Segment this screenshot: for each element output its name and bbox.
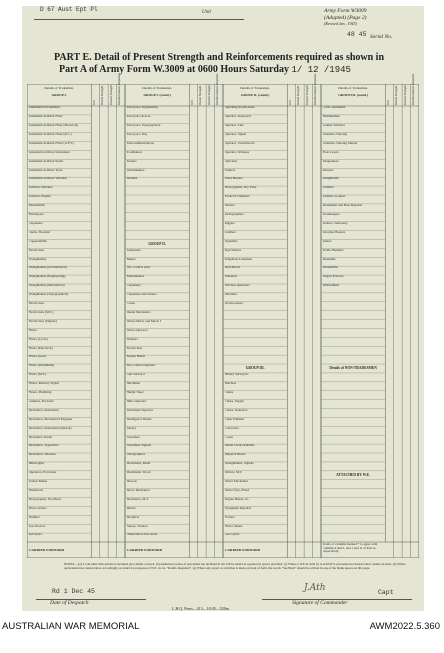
trade-row: Helio Operator: [126, 399, 147, 403]
header-reinforcements: Reinforcements Required.: [411, 73, 416, 105]
trade-row: Opticians: [224, 159, 238, 163]
trade-row: Driver Mechanics: [224, 480, 249, 483]
section-heading: GROUP II.: [148, 241, 166, 246]
trade-row: Butchers: [224, 382, 237, 386]
trade-row: Armament Artificer Wireless: [28, 177, 67, 181]
form-title: [54, 52, 384, 76]
trade-row: Rangetakers: [322, 159, 339, 163]
trade-row: Clerks, Technical: [224, 408, 248, 412]
trade-row: Driver-Operator: [126, 328, 148, 332]
trade-row: Wireless Operators: [224, 284, 250, 288]
form-line: Army Form W3009: [324, 8, 367, 14]
trade-row: Traffic Builders: [322, 248, 344, 252]
trade-row: Mechanics, Radio: [28, 435, 53, 439]
trade-row: Tailors: [322, 239, 332, 243]
trade-row: Fitters, Plumbing: [28, 391, 52, 395]
trade-row: Storekeepers: [322, 213, 340, 217]
trade-row: Operator, Keyboard: [224, 115, 251, 119]
trade-row: Radiographers: [224, 213, 244, 217]
trade-row: Draughtsmen (Topographical): [28, 293, 69, 297]
strength-table: [27, 73, 419, 558]
title-line-1: PART E. Detail of Present Strength and Reinforcements required as shown in: [54, 52, 385, 63]
carried-forward: CARRIED FORWARD: [225, 548, 261, 552]
trade-row: Dental Clerk Orderlies: [224, 444, 255, 448]
trade-row: Operator, Switchboard: [224, 141, 255, 145]
trade-row: Tinsmiths: [322, 257, 336, 261]
trade-row: Instrument Operator: [126, 408, 154, 412]
section-heading: GROUP III.: [245, 366, 265, 371]
trade-row: Moulders: [126, 515, 140, 519]
trade-row: Bricklayers: [28, 213, 44, 217]
table-cells: [27, 73, 419, 558]
trade-row: G.P.O. Assistants: [322, 106, 346, 110]
credit-right: AWM2022.5.360: [369, 621, 440, 632]
trade-row: Operator, Line: [224, 124, 244, 128]
trade-row: Wiremen: [224, 293, 237, 297]
trade-row: Electricians (Signals): [28, 319, 57, 323]
trade-row: Well Borers: [224, 266, 241, 270]
trade-row: Operator, Wireless: [224, 150, 250, 154]
trade-row: Mechanics, Typewriter: [28, 444, 59, 448]
trade-row: Pharmacist: [28, 488, 44, 492]
trade-row: Electricians: [28, 302, 45, 306]
unit-label: Unit: [202, 10, 211, 15]
trade-row: Equipment Repairer: [224, 506, 252, 510]
unit-value: D 67 Aust Ept Pl: [40, 6, 98, 13]
trade-row: Stretcher Bearers: [322, 230, 346, 234]
carried-forward: CARRIED FORWARD: [127, 548, 163, 552]
trade-row: Armament Artificer Instrument: [28, 150, 70, 154]
trade-row: Roughriders: [322, 177, 339, 181]
header-present: Present Strength.: [304, 84, 309, 105]
trade-row: Mechanics, Instrument: [28, 408, 59, 412]
trade-row: Clerks: [224, 391, 234, 395]
trade-row: Height Taker: [126, 391, 144, 395]
trade-row: Turners: [126, 159, 137, 163]
trade-row: Lithographers: [126, 453, 145, 457]
trade-row: Engine Hands: [126, 355, 146, 359]
header-details: Details of Tradesmen.: [44, 86, 75, 90]
trade-row: Armament Artificer Fitter (A.F.V.): [28, 141, 74, 145]
signature-scrawl: J.Ath: [304, 583, 326, 593]
trade-row: Hatchman: [126, 382, 141, 386]
trade-row: Plumber: [28, 515, 40, 519]
trade-row: Photo-etchers: [28, 506, 47, 510]
trade-row: Mechanics, Instrument (Optical): [28, 426, 72, 430]
group-header: [322, 86, 384, 105]
trade-row: Battery Surveyors: [224, 373, 249, 377]
trade-row: Driver Tyre, Fixed: [224, 488, 250, 492]
header-present: Present Strength.: [206, 84, 211, 105]
title-line-2: [54, 64, 384, 76]
trade-row: Panel Beaters: [224, 177, 243, 181]
trade-row: Nurses, Trained: [126, 524, 148, 528]
trade-row: Mechanics, Wireless: [28, 453, 56, 457]
trade-row: Operators, Excavator: [28, 471, 57, 475]
form-revision: (Revised Jan., 1943): [324, 21, 357, 26]
trade-row: Joinery: [126, 426, 137, 430]
date-fill: 1/ 12 /194: [291, 65, 346, 75]
trade-row: Fitters (M.T.): [28, 373, 47, 377]
trade-row: Stokers, Stationary: [322, 221, 348, 225]
trade-row: Photographer, Dry Plate: [224, 186, 257, 190]
trade-row: Bakers: [126, 257, 136, 261]
trade-row: Fitters (Gun): [28, 355, 46, 359]
header-posted: Posted Strength.: [198, 85, 203, 105]
trade-row: Saddlers workers: [322, 195, 346, 199]
trade-row: Machinists, Metal: [126, 462, 151, 466]
despatch-date: Rd 1 Dec 45: [52, 588, 95, 595]
trade-row: Telephone Linesmen: [224, 257, 253, 261]
trade-row: Telecommunications: [126, 141, 154, 145]
trade-row: Farriers: [224, 515, 235, 519]
trade-row: Operating Room Assts.: [224, 106, 256, 110]
trade-row: Armourers: [126, 248, 141, 252]
trade-row: Riggers: [224, 221, 235, 225]
trade-row: Driver-Mech. and Mech. I: [126, 319, 162, 323]
trade-row: Surveyors: [28, 533, 42, 537]
header-reinforcements: Reinforcements Required.: [313, 73, 318, 105]
trade-row: Surveyors, Trig: [126, 132, 148, 136]
header-we: W.E.: [287, 99, 292, 105]
signature-rank: Capt: [378, 589, 394, 596]
credit-left: AUSTRALIAN WAR MEMORIAL: [2, 621, 140, 632]
trade-row: Draughtsmen, Signals: [224, 462, 254, 466]
signature-label: Signature of Commander: [292, 600, 348, 606]
header-present: Present Strength.: [402, 84, 407, 105]
trade-row: Drivers, M.T.: [224, 471, 243, 475]
trade-row: Dental Mechanics: [126, 310, 151, 314]
trade-row: Millwrights: [28, 462, 45, 466]
trade-row: Sign Writers: [224, 248, 242, 252]
trade-row: Tubesmiths: [322, 266, 338, 270]
trade-row: Clerk Trimmer: [224, 417, 245, 421]
trade-row: Fitters (Instrument): [28, 364, 55, 368]
trade-row: Masons: [126, 480, 137, 483]
trade-row: Boilermakers: [126, 275, 145, 279]
trade-row: Wheelers: [224, 275, 237, 279]
trade-row: Gas Layers: [224, 533, 240, 537]
trade-row: Surveyors, Engineering: [126, 106, 158, 110]
trade-row: Fitters: [28, 328, 37, 332]
group-header: [224, 86, 286, 105]
header-we: W.E.: [91, 99, 96, 105]
trade-row: Shoemaker and Boot Repairer: [322, 204, 363, 208]
group-header: [126, 86, 188, 105]
trade-row: Draughtsmen (Architectural): [28, 266, 67, 270]
carried-forward: CARRIED FORWARD: [29, 548, 65, 552]
header-details: Details of Tradesmen.: [338, 86, 369, 90]
trade-row: Painters: [224, 168, 236, 172]
header-posted: Posted Strength.: [100, 85, 105, 105]
trade-row: Dispatch Riders: [224, 453, 246, 457]
trade-row: Fire Control Operator: [126, 364, 156, 368]
trade-row: Machinists, Wood: [126, 471, 151, 475]
trade-row: Artificer, Wireless: [28, 186, 53, 190]
trade-row: Draughtsmen (Mechanical): [28, 284, 65, 288]
trade-row: Mechanics, Mechanical Engineer: [28, 417, 73, 421]
form-number-block: [324, 8, 366, 28]
trade-row: Operator, Signal: [224, 132, 247, 136]
trade-row: Toolmakers: [126, 150, 143, 154]
trade-row: Cooks: [224, 435, 233, 439]
trade-row: Artificer, Engine: [28, 195, 51, 199]
trade-row: Carpenters and Joiners: [126, 293, 157, 297]
trade-row: Watchmakers: [126, 168, 145, 172]
header-reinforcements: Reinforcements Required.: [117, 73, 122, 105]
trade-row: Miners: [126, 506, 136, 510]
trade-row: Welders: [126, 177, 138, 181]
header-group-name: GROUP II. (contd.): [240, 93, 270, 97]
trade-row: Fitters, Railway Signal: [28, 382, 59, 386]
header-details: Details of Tradesmen.: [240, 86, 271, 90]
trade-row: Electricians: [126, 346, 143, 350]
header-details: Details of Tradesmen.: [142, 86, 173, 90]
trade-row: Riveters: [322, 168, 334, 172]
trade-row: Surveyors, R.A.A.: [126, 115, 151, 119]
trade-row: Fitters' Mates: [224, 524, 243, 528]
trade-row: Predictor Numbers: [224, 195, 250, 199]
trade-row: Gun Surveyor: [126, 373, 146, 377]
serial-stamp: 48 45: [347, 31, 367, 38]
trade-row: Concreters: [224, 426, 239, 430]
trade-row: Motor Mechanics: [126, 488, 150, 492]
trade-row: Armament Artificer Fitter (R.C.): [28, 132, 72, 136]
trade-row: Saddlers: [322, 186, 334, 190]
trade-row: Mechanics, M.T.: [126, 497, 149, 501]
trade-row: Drainers: [126, 337, 138, 341]
header-posted: Posted Strength.: [296, 85, 301, 105]
header-reinforcements: Reinforcements Required.: [215, 73, 220, 105]
title-line-2-text: Part A of Army Form W.3009 at 0600 Hours Saturday: [59, 64, 289, 75]
trade-row: Engine Hands, I.C.: [224, 497, 250, 501]
army-form-sheet: [22, 6, 424, 611]
notes: NOTES.—(a) T rain other than private is included give details on back. (b) Authorised scales of specialists not included in list will be added as required in spaces provided. (c) Where a W.E.O. held by A.A.M.W.S. personnel not desired show details on back. (d) Where replacement not desired show accordingly on return for purposes of W.E. in col. "Reinfs. Required". (e) Where any report or activities is made on back of form, the words "See Back" should be written in one of the blank spaces on this page.: [64, 562, 406, 570]
despatch-label: Date of Despatch: [50, 600, 89, 606]
group-header: [28, 86, 90, 105]
trade-row: Clerks, Supply: [224, 399, 245, 403]
trade-row: Whitesmiths: [322, 284, 340, 288]
form-line: (Adapted) (Page 2): [324, 14, 367, 21]
trade-row: Wagon Erectors: [322, 275, 344, 279]
trade-row: Fitters (Electrical): [28, 346, 53, 350]
trade-row: Saddlers: [224, 230, 236, 234]
serial-label: Serial No.: [370, 34, 393, 40]
trade-row: Intelligence Duties: [126, 417, 152, 421]
section-heading: ATTACHED BY W.E.: [336, 473, 371, 478]
trade-row: Coppersmiths: [28, 239, 47, 243]
trade-row: Ammunition Examiners: [28, 106, 61, 110]
trade-row: Fitters (Cycle): [28, 337, 48, 341]
trade-row: Armament Artificer Tyres: [28, 168, 63, 172]
trade-row: Orderlies, Nursing: [322, 132, 348, 136]
trade-row: Hammermen: [322, 115, 340, 119]
year-suffix: 5: [345, 65, 351, 75]
section-heading: Details of NON-TRADESMEN: [329, 366, 377, 371]
trade-row: Orderlies, Nursing Mental: [322, 141, 358, 145]
totals-note: Totals of columns marked * to agree with columns 4 and 5, and 1 and 11 of Part A, respectively.: [322, 543, 378, 554]
trade-row: Draughtsmen (Engineering): [28, 275, 66, 279]
trade-row: Surveyors, Topographical: [126, 124, 161, 128]
trade-row: Photographer, Not Photo: [28, 497, 62, 501]
header-group-name: GROUP III. (contd.): [338, 93, 368, 97]
trade-row: Drv. Cond'rs Asst.: [126, 266, 151, 270]
header-we: W.E.: [385, 99, 390, 105]
trade-row: Grinders, Precision: [28, 399, 54, 403]
trade-row: Signallers: [224, 239, 238, 243]
trade-row: Plate Layers: [322, 150, 339, 154]
trade-row: Blacksmiths: [28, 204, 45, 208]
trade-row: Linesmen: [126, 435, 140, 439]
header-group-name: GROUP I. (contd.): [143, 93, 171, 97]
header-posted: Posted Strength.: [394, 85, 399, 105]
trade-row: Leather Stitchers: [322, 124, 345, 128]
trade-row: Electricians (M.T.): [28, 310, 54, 314]
trade-row: Cooks: [126, 302, 135, 306]
trade-row: Armament Artificer Fitter: [28, 115, 63, 119]
trade-row: Saw Doctors: [28, 524, 46, 528]
trade-row: Clerks, Hospital: [28, 230, 50, 234]
trade-row: Carpenters: [126, 284, 141, 288]
trade-row: Armament Artificer Radio: [28, 159, 64, 163]
trade-row: Electricians: [28, 248, 45, 252]
trade-row: Printers: [224, 204, 235, 208]
header-we: W.E.: [189, 99, 194, 105]
header-group-name: GROUP I.: [51, 93, 67, 97]
trade-row: Woodworkers: [224, 302, 243, 306]
trade-row: Armament Artificer Fitter (Electrical): [28, 124, 79, 128]
trade-row: Draughtsmen: [28, 257, 47, 261]
trade-row: Pattern Maker: [28, 480, 48, 483]
press-code: L.H.Q. Press—413—10/45—520m.: [172, 606, 230, 611]
header-present: Present Strength.: [108, 84, 113, 105]
trade-row: Observation Post Assts.: [126, 533, 158, 537]
trade-row: Carpenters: [28, 221, 43, 225]
trade-row: Linesmen, Signals: [126, 444, 151, 448]
